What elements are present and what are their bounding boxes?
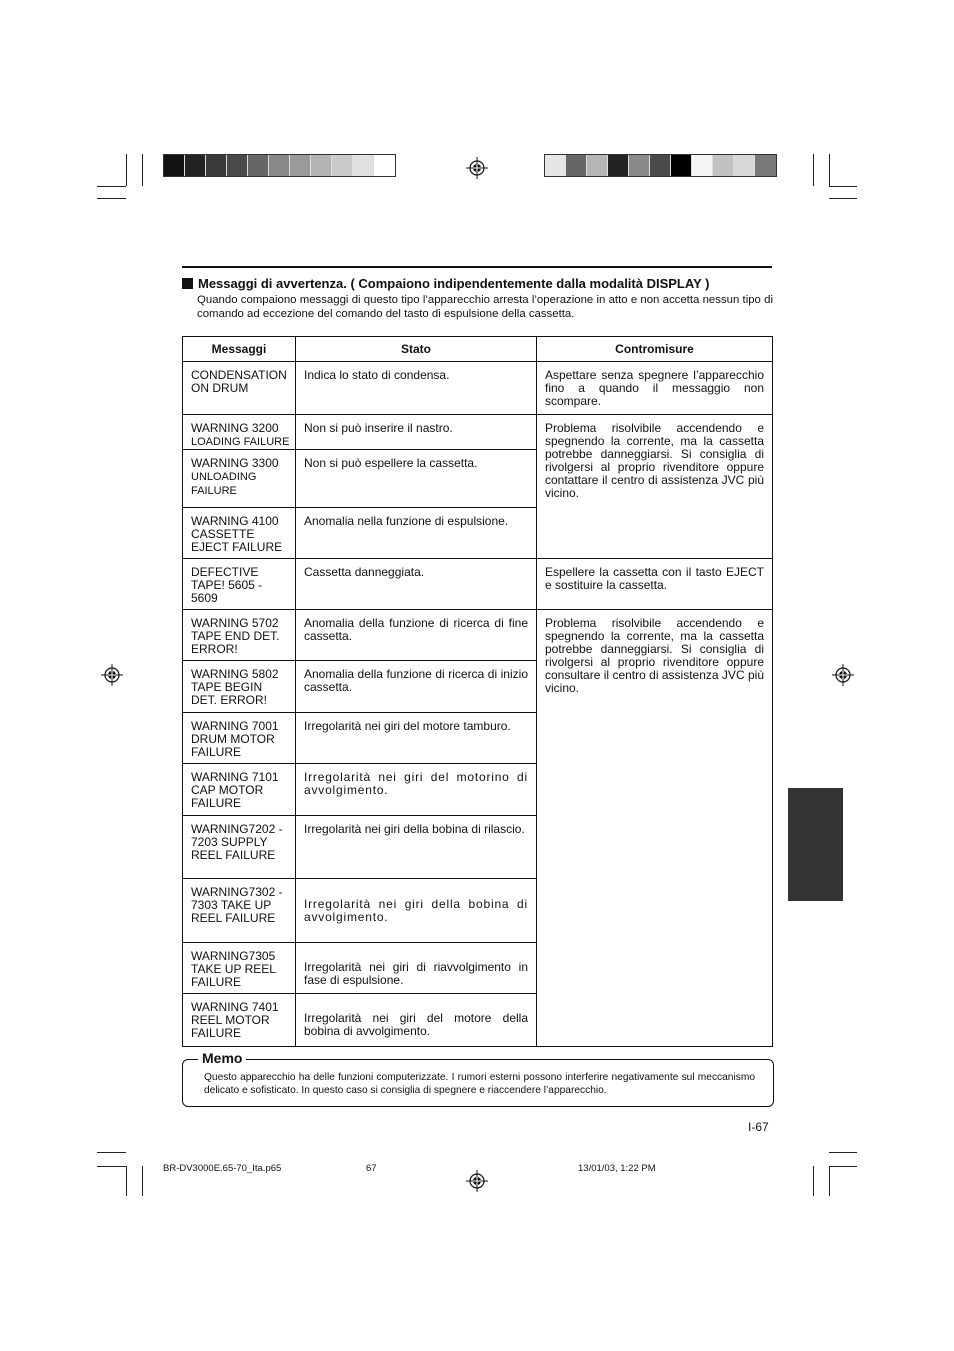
state-cell: Non si può inserire il nastro. [296,415,537,450]
header-stato: Stato [296,337,537,362]
message-cell [183,415,296,450]
color-swatch [692,155,713,176]
message-subtext: LOADING FAILURE [191,436,290,448]
color-swatch [269,155,290,176]
color-swatch [185,155,206,176]
state-text: Irregolarità nei giri del motore della bobina di avvolgimento. [304,1011,528,1038]
color-swatch [608,155,629,176]
message-text: WARNING 3300 [191,456,279,470]
color-swatch [353,155,374,176]
countermeasure-cell: Aspettare senza spegnere l’apparecchio fino a quando il messaggio non scompare. [537,362,773,415]
color-bar-left [163,154,396,177]
message-cell: DEFECTIVE TAPE! 5605 - 5609 [183,559,296,610]
state-text: Irregolarità nei giri della bobina di avvolgimento. [304,896,528,924]
memo-label: Memo [198,1050,246,1066]
color-swatch [755,155,776,176]
message-cell [183,450,296,508]
message-cell: WARNING 7401 REEL MOTOR FAILURE [183,994,296,1047]
state-cell: Irregolarità nei giri della bobina di rilascio. [296,816,537,879]
message-cell: WARNING 7001 DRUM MOTOR FAILURE [183,713,296,764]
top-rule [182,266,772,268]
message-cell: WARNING 5702 TAPE END DET. ERROR! [183,610,296,661]
color-swatch [227,155,248,176]
registration-mark-bottom-icon [466,1170,488,1192]
color-swatch [566,155,587,176]
page-number: I-67 [748,1120,769,1134]
registration-mark-right-icon [832,664,854,686]
message-cell: WARNING 7101 CAP MOTOR FAILURE [183,764,296,816]
message-cell: WARNING7305 TAKE UP REEL FAILURE [183,943,296,994]
color-swatch [206,155,227,176]
message-cell [183,362,296,415]
state-text: Irregolarità nei giri di riavvolgimento in fase di espulsione. [304,960,528,987]
color-swatch [587,155,608,176]
message-cell: WARNING7302 - 7303 TAKE UP REEL FAILURE [183,879,296,943]
section-tab-marker [788,788,843,901]
memo-text: Questo apparecchio ha delle funzioni computerizzate. I rumori esterni possono interferire negativamente sul meccanismo delicato e sofisticato. In questo caso si consiglia di spegnere e riaccendere l’apparecchio. [204,1072,755,1096]
registration-mark-left-icon [101,664,123,686]
state-cell: Anomalia della funzione di ricerca di inizio cassetta. [296,661,537,713]
color-swatch [290,155,311,176]
color-swatch [311,155,332,176]
color-swatch [629,155,650,176]
message-cell: WARNING 4100 CASSETTE EJECT FAILURE [183,508,296,559]
color-swatch [713,155,734,176]
section-title [182,276,782,291]
message-cell: WARNING 5802 TAPE BEGIN DET. ERROR! [183,661,296,713]
state-cell [296,879,537,943]
message-text: WARNING 3200 [191,421,279,435]
countermeasure-cell: Problema risolvibile accendendo e spegnendo la corrente, ma la cassetta potrebbe danneggiarsi. Si consiglia di rivolgersi al proprio rivenditore oppure consultare il centro di assistenza JVC più vicino. [537,610,773,1047]
state-cell: Non si può espellere la cassetta. [296,450,537,508]
bullet-square-icon [182,278,193,289]
table-row [183,559,773,610]
color-swatch [248,155,269,176]
message-text: CONDENSATION ON DRUM [191,368,287,395]
color-bar-right [544,154,777,177]
state-cell: Irregolarità nei giri del motorino di avvolgimento. [296,764,537,816]
state-cell: Anomalia nella funzione di espulsione. [296,508,537,559]
color-swatch [545,155,566,176]
state-cell: Cassetta danneggiata. [296,559,537,610]
footer-file: BR-DV3000E.65-70_Ita.p65 [163,1163,282,1174]
countermeasure-cell: Problema risolvibile accendendo e spegnendo la corrente, ma la cassetta potrebbe danneggiarsi. Si consiglia di rivolgersi al proprio rivenditore oppure contattare il centro di assistenza JVC più vicino. [537,415,773,559]
state-cell: Indica lo stato di condensa. [296,362,537,415]
color-swatch [671,155,692,176]
warning-table [182,336,773,1047]
table-header-row [183,337,773,362]
message-cell: WARNING7202 - 7203 SUPPLY REEL FAILURE [183,816,296,879]
color-swatch [650,155,671,176]
footer-date: 13/01/03, 1:22 PM [578,1163,656,1174]
header-messaggi: Messaggi [183,337,296,362]
state-cell: Anomalia della funzione di ricerca di fine cassetta. [296,610,537,661]
footer-page: 67 [366,1163,377,1174]
color-swatch [332,155,353,176]
table-row [183,362,773,415]
color-swatch [164,155,185,176]
header-contromisure: Contromisure [537,337,773,362]
state-cell [296,943,537,994]
color-swatch [374,155,395,176]
table-row [183,610,773,661]
color-swatch [734,155,755,176]
message-subtext: UNLOADING FAILURE [191,471,257,497]
state-cell: Irregolarità nei giri del motore tamburo. [296,713,537,764]
table-row [183,415,773,450]
state-cell [296,994,537,1047]
section-title-text: Messaggi di avvertenza. ( Compaiono indipendentemente dalla modalità DISPLAY ) [198,276,710,291]
section-intro: Quando compaiono messaggi di questo tipo l’apparecchio arresta l’operazione in atto e non accetta nessun tipo di comando ad eccezione del comando del tasto di espulsione della cassetta. [197,294,773,320]
countermeasure-cell: Espellere la cassetta con il tasto EJECT e sostituire la cassetta. [537,559,773,610]
registration-mark-top-icon [466,157,488,179]
